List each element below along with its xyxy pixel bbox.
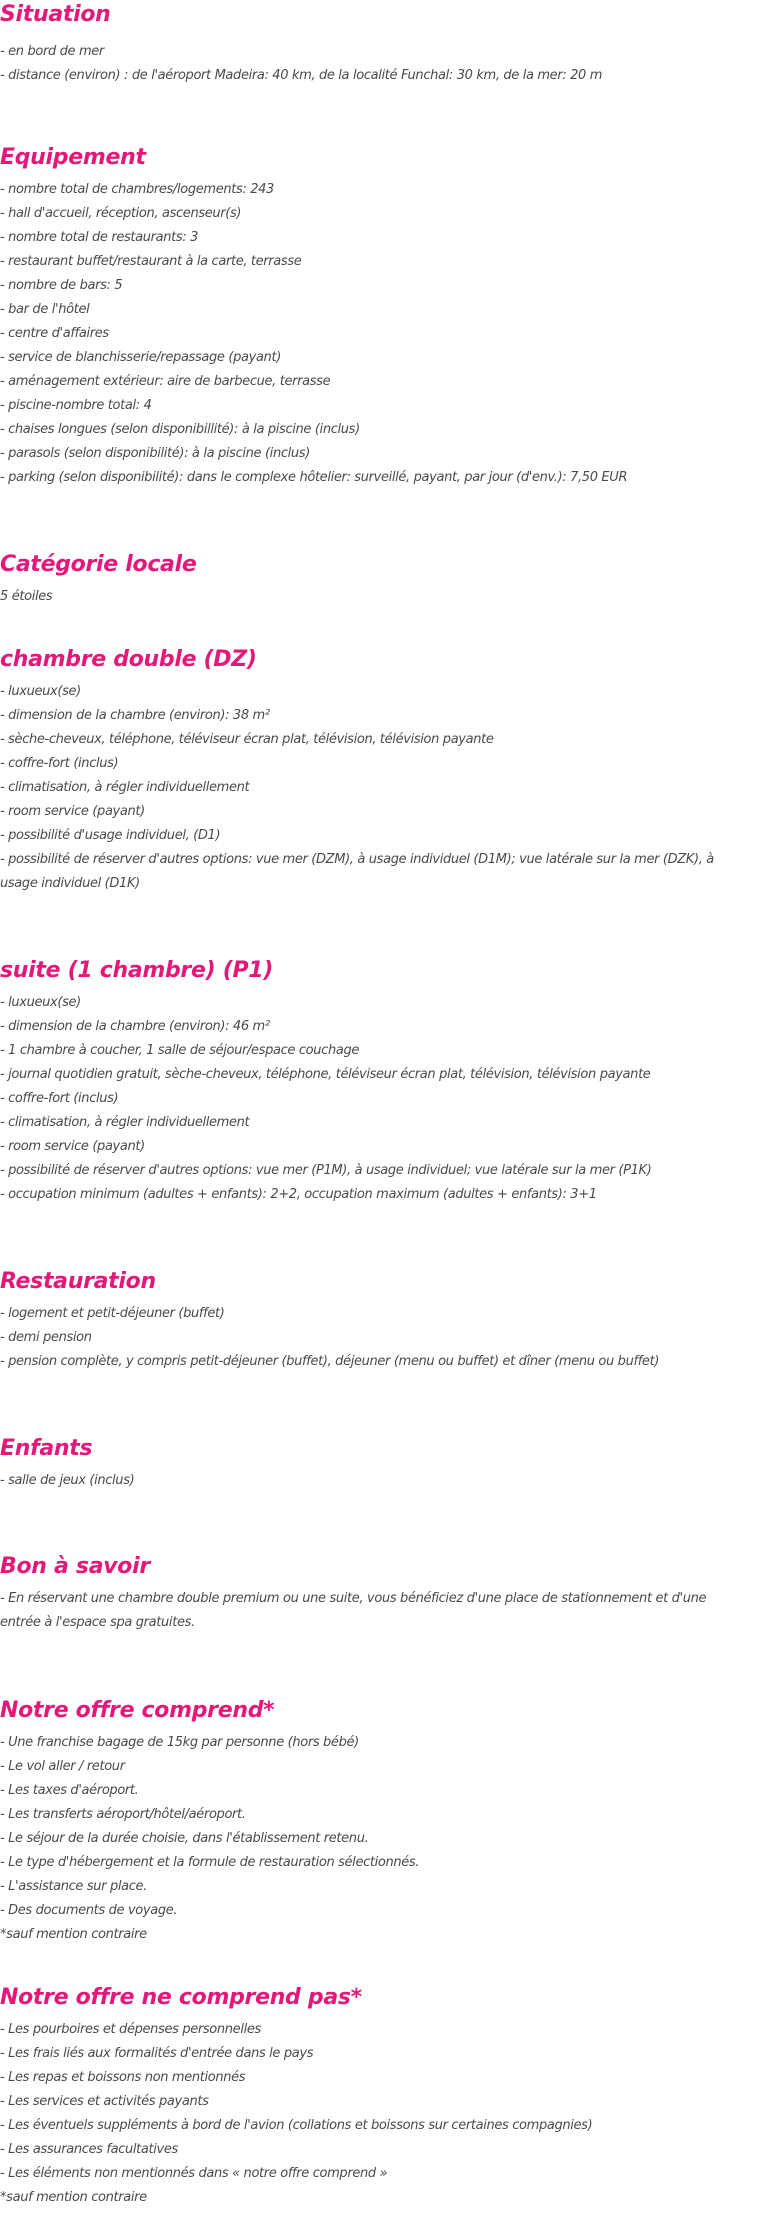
section-enfants [0,1434,750,1493]
section-suite [0,956,750,1207]
section-title-enfants: Enfants [0,1436,93,1461]
list-item: - salle de jeux (inclus) [0,1473,135,1488]
list-item: - dimension de la chambre (environ): 46 m² [0,1019,270,1034]
list-item: - Le type d'hébergement et la formule de restauration sélectionnés. [0,1855,420,1870]
section-title-bon-a-savoir: Bon à savoir [0,1554,150,1579]
list-item: - climatisation, à régler individuellement [0,780,250,795]
section-title-offre-comprend: Notre offre comprend* [0,1698,275,1723]
section-equipement [0,143,750,490]
section-chambre-double [0,645,750,896]
list-item: - L'assistance sur place. [0,1879,147,1894]
list-item: - climatisation, à régler individuellement [0,1115,250,1130]
list-item: - bar de l'hôtel [0,302,90,317]
section-list [0,991,750,1207]
list-item: - Le vol aller / retour [0,1759,125,1774]
list-item: - room service (payant) [0,1139,145,1154]
list-item: - 1 chambre à coucher, 1 salle de séjour/espace couchage [0,1043,360,1058]
list-item: - dimension de la chambre (environ): 38 m² [0,708,270,723]
section-title-equipement: Equipement [0,145,146,170]
list-item: - Les pourboires et dépenses personnelles [0,2022,261,2037]
section-title-situation: Situation [0,2,111,27]
section-title-chambre-double: chambre double (DZ) [0,647,257,672]
section-situation [0,0,750,88]
list-item: - nombre de bars: 5 [0,278,123,293]
list-item: 5 étoiles [0,589,53,604]
section-offre-ne-comprend-pas [0,1983,750,2210]
list-item: - Les services et activités payants [0,2094,209,2109]
section-title-categorie: Catégorie locale [0,552,197,577]
list-item: - chaises longues (selon disponibillité): à la piscine (inclus) [0,422,360,437]
list-item: - parasols (selon disponibilité): à la piscine (inclus) [0,446,310,461]
list-item: - service de blanchisserie/repassage (payant) [0,350,281,365]
list-item: - piscine-nombre total: 4 [0,398,152,413]
section-bon-a-savoir [0,1552,750,1635]
list-item: - hall d'accueil, réception, ascenseur(s) [0,206,242,221]
section-title-offre-ne-comprend-pas: Notre offre ne comprend pas* [0,1985,362,2010]
list-item: - distance (environ) : de l'aéroport Madeira: 40 km, de la localité Funchal: 30 km, de la mer: 20 m [0,68,603,83]
section-list [0,1302,750,1374]
list-item: - aménagement extérieur: aire de barbecue, terrasse [0,374,331,389]
list-item: - luxueux(se) [0,684,81,699]
list-item: - demi pension [0,1330,92,1345]
list-item: - parking (selon disponibilité): dans le complexe hôtelier: surveillé, payant, par jour (d'env.): 7,50 EUR [0,470,628,485]
list-item: - Les éléments non mentionnés dans « notre offre comprend » [0,2166,388,2181]
section-list [0,1587,750,1635]
list-item: - En réservant une chambre double premium ou une suite, vous bénéficiez d'une place de stationnement et d'une entrée à l'espace spa gratuites. [0,1591,707,1630]
section-list [0,1469,750,1493]
list-item: - Le séjour de la durée choisie, dans l'établissement retenu. [0,1831,369,1846]
list-item: - en bord de mer [0,44,104,59]
list-item: - Des documents de voyage. [0,1903,178,1918]
list-item: - logement et petit-déjeuner (buffet) [0,1306,225,1321]
list-item: - occupation minimum (adultes + enfants): 2+2, occupation maximum (adultes + enfants): 3+1 [0,1187,597,1202]
section-title-restauration: Restauration [0,1269,156,1294]
section-restauration [0,1267,750,1374]
list-item: - possibilité de réserver d'autres options: vue mer (P1M), à usage individuel; vue latérale sur la mer (P1K) [0,1163,652,1178]
list-item: - coffre-fort (inclus) [0,756,119,771]
list-item: - nombre total de restaurants: 3 [0,230,199,245]
list-item: - Les taxes d'aéroport. [0,1783,139,1798]
list-item: - Les transferts aéroport/hôtel/aéroport. [0,1807,246,1822]
list-item: - Une franchise bagage de 15kg par personne (hors bébé) [0,1735,359,1750]
list-item: - possibilité de réserver d'autres options: vue mer (DZM), à usage individuel (D1M); vue latérale sur la mer (DZK), à usage individuel (D1K) [0,852,714,891]
list-item: - pension complète, y compris petit-déjeuner (buffet), déjeuner (menu ou buffet) et dîner (menu ou buffet) [0,1354,660,1369]
list-item: - Les assurances facultatives [0,2142,178,2157]
section-list [0,680,750,896]
section-title-suite: suite (1 chambre) (P1) [0,958,274,983]
section-offre-comprend [0,1696,750,1947]
list-item: - possibilité d'usage individuel, (D1) [0,828,221,843]
list-item: - journal quotidien gratuit, sèche-cheveux, téléphone, téléviseur écran plat, télévision, télévision payante [0,1067,651,1082]
list-item: - room service (payant) [0,804,145,819]
section-list [0,585,750,609]
section-list [0,178,750,490]
list-item: - Les frais liés aux formalités d'entrée dans le pays [0,2046,314,2061]
footnote: *sauf mention contraire [0,1927,147,1942]
section-list [0,2018,750,2210]
list-item: - luxueux(se) [0,995,81,1010]
list-item: - Les repas et boissons non mentionnés [0,2070,246,2085]
list-item: - nombre total de chambres/logements: 243 [0,182,274,197]
list-item: - sèche-cheveux, téléphone, téléviseur écran plat, télévision, télévision payante [0,732,494,747]
section-categorie-locale [0,550,750,609]
list-item: - centre d'affaires [0,326,109,341]
section-list [0,1731,750,1947]
footnote: *sauf mention contraire [0,2190,147,2205]
list-item: - Les éventuels suppléments à bord de l'avion (collations et boissons sur certaines compagnies) [0,2118,593,2133]
list-item: - coffre-fort (inclus) [0,1091,119,1106]
list-item: - restaurant buffet/restaurant à la carte, terrasse [0,254,302,269]
section-list [0,40,750,88]
